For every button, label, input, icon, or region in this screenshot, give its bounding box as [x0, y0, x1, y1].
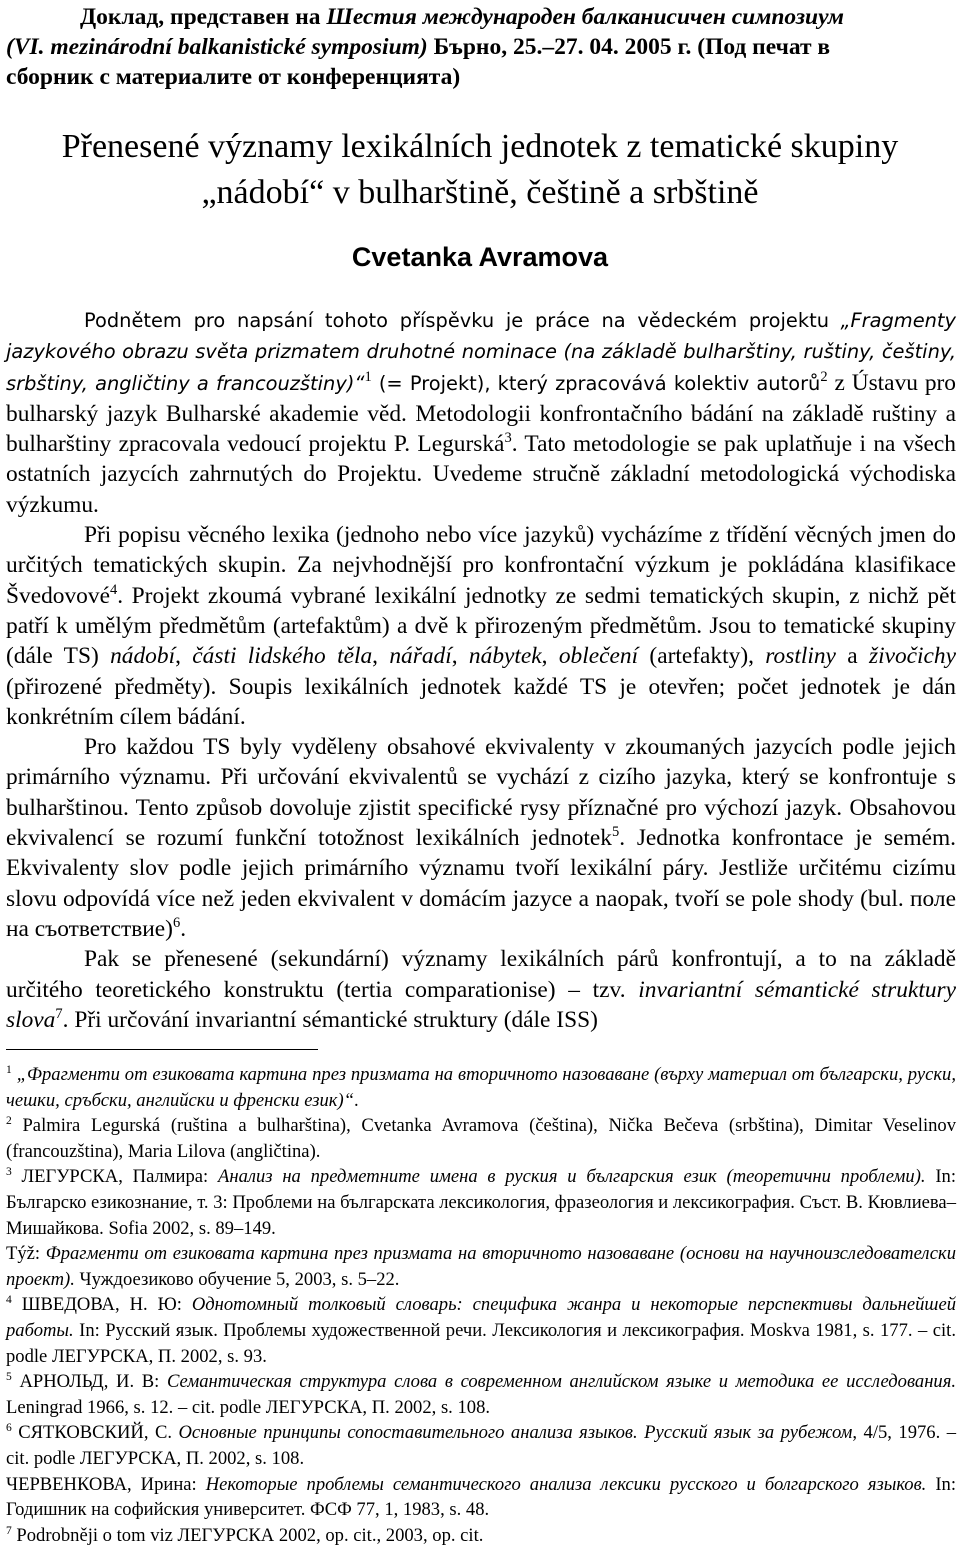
- footnote-ref-6: 6: [172, 915, 181, 932]
- paper-title-line-2: „nádobí“ v bulharštině, češtině a srbštině: [201, 174, 759, 211]
- footnote-ref-3: 3: [504, 430, 512, 447]
- paragraph-intro: Podnětem pro napsání tohoto příspěvku je práce na vědeckém projektu „Fragmenty jazykového obrazu světa prizmatem druhotné nominace (na základě bulharštiny, ruštiny, češtiny, srbštiny, angličtiny a francouzštiny)“$^1$ (= Projekt), který zpracovává kolektiv autorů$^2$ z Ústavu pro bulharský jazyk Bulharské akademie věd. Metodologii konfrontačního bádání na základě ruštiny a bulharštiny zpracovala vedoucí projektu P. Legurská$^3$. Tato metodologie se pak uplatňuje i na všech ostatních jazycích zahrnutých do Projektu. Uvedeme stručně základní metodologická východiska výzkumu.: [6, 309, 956, 518]
- conference-note-line-3: сборник с материалите от конференцията): [6, 64, 461, 90]
- footnote-ref-7: 7: [55, 1006, 63, 1023]
- footnote-4: $^4$ ШВЕДОВА, Н. Ю: Однотомный толковый словарь: специфика жанра и некоторые перспективы дальнейшей работы. In: Русский язык. Проблемы художественной речи. Лексикология и лексикография. Moskva 1981, s. 177. – cit. podle ЛЕГУРСКА, П. 2002, s. 93.: [6, 1294, 956, 1367]
- paper-title-line-1: Přenesené významy lexikálních jednotek z tematické skupiny: [61, 128, 899, 165]
- footnote-ref-2: 2: [820, 368, 828, 385]
- paper-body: [6, 305, 956, 1035]
- paragraph-equivalents: Pro každou TS byly vyděleny obsahové ekvivalenty v zkoumaných jazycích podle jejich primárního významu. Při určování ekvivalentů se vychází z cizího jazyka, který se konfrontuje s bulharštinou. Tento způsob dovoluje zjistit specifické rysy příznačné pro výchozí jazyk. Obsahovou ekvivalencí se rozumí funkční totožnost lexikálních jednotek$^5$. Jednotka konfrontace je semém. Ekvivalenty slov podle jejich primárního významu tvoří lexikální páry. Jestliže určitému cizímu slovu odpovídá více než jeden ekvivalent v domácím jazyce a naopak, tvoří se pole shody (bul. поле на съответствие)$^6$.: [6, 734, 956, 942]
- footnotes: [6, 1062, 956, 1548]
- footnote-ref-5: 5: [611, 824, 620, 841]
- paper-title: [0, 124, 960, 216]
- footnote-3: $^3$ ЛЕГУРСКА, Палмира: Анализ на предметните имена в руския и българския език (теоретични проблеми). In: Българско езикознание, т. 3: Проблеми на българската лексикология, фразеология и лексикография. Съст. В. Кювлиева–Мишайкова. Sofia 2002, s. 89–149.: [6, 1166, 956, 1239]
- footnote-ref-1: 1: [364, 368, 372, 385]
- conference-note: [6, 2, 956, 92]
- footnote-2: $^2$ Palmira Legurská (ruština a bulharština), Cvetanka Avramova (čeština), Nička Bečeva (srbština), Dimitar Veselinov (francouzština), Maria Lilova (angličtina).: [6, 1115, 957, 1162]
- footnote-1: $^1$ „Фрагменти от езиковата картина през призмата на вторичното назоваване (върху материал от български, руски, чешки, сръбски, английски и френски език)“.: [6, 1063, 957, 1111]
- footnote-ref-4: 4: [109, 581, 118, 598]
- paragraph-invariant-structure: Pak se přenesené (sekundární) významy lexikálních párů konfrontují, a to na základě určitého teoretického konstruktu (tertia comparationise) – tzv. invariantní sémantické struktury slova$^7$. Při určování invariantní sémantické struktury (dále ISS): [6, 946, 956, 1033]
- conference-note-line-2: (VI. mezinárodní balkanistické symposium) Бърно, 25.–27. 04. 2005 г. (Под печат в: [6, 34, 831, 60]
- footnote-3-continued: Týž: Фрагменти от езиковата картина през призмата на вторичното назоваване (основи на научноизследователски проект). Чуждоезиково обучение 5, 2003, s. 5–22.: [6, 1243, 956, 1290]
- footnote-7: $^7$ Podrobněji o tom viz ЛЕГУРСКА 2002, op. cit., 2003, op. cit.: [6, 1524, 484, 1546]
- footnote-6-continued: ЧЕРВЕНКОВА, Ирина: Некоторые проблемы семантического анализа лексики русского и болгарского языков. In: Годишник на софийския университет. ФСФ 77, 1, 1983, s. 48.: [6, 1473, 956, 1521]
- paragraph-classification: Při popisu věcného lexika (jednoho nebo více jazyků) vycházíme z třídění věcných jmen do určitých tematických skupin. Za nejvhodnější pro konfrontační výzkum je pokládána klasifikace Švedovové$^4$. Projekt zkoumá vybrané lexikální jednotky ze sedmi tematických skupin, z nichž pět patří k umělým předmětům (artefaktům) a dvě k přirozeným předmětům. Jsou to tematické skupiny (dále TS) nádobí, části lidského těla, nářadí, nábytek, oblečení (artefakty), rostliny a živočichy (přirozené předměty). Soupis lexikálních jednotek každé TS je otevřen; počet jednotek je dán konkrétním cílem bádání.: [6, 522, 956, 730]
- footnote-separator: [6, 1049, 318, 1050]
- author-name: Cvetanka Avramova: [351, 242, 609, 272]
- footnote-5: $^5$ АРНОЛЬД, И. В: Семантическая структура слова в современном английском языке и методика ее исследования. Leningrad 1966, s. 12. – cit. podle ЛЕГУРСКА, П. 2002, s. 108.: [6, 1370, 957, 1418]
- footnote-6: $^6$ СЯТКОВСКИЙ, С. Основные принципы сопоставительного анализа языков. Русский язык за рубежом, 4/5, 1976. – cit. podle ЛЕГУРСКА, П. 2002, s. 108.: [6, 1422, 956, 1469]
- conference-note-line-1: Доклад, представен на Шестия международен балканисичен симпозиум: [80, 4, 845, 30]
